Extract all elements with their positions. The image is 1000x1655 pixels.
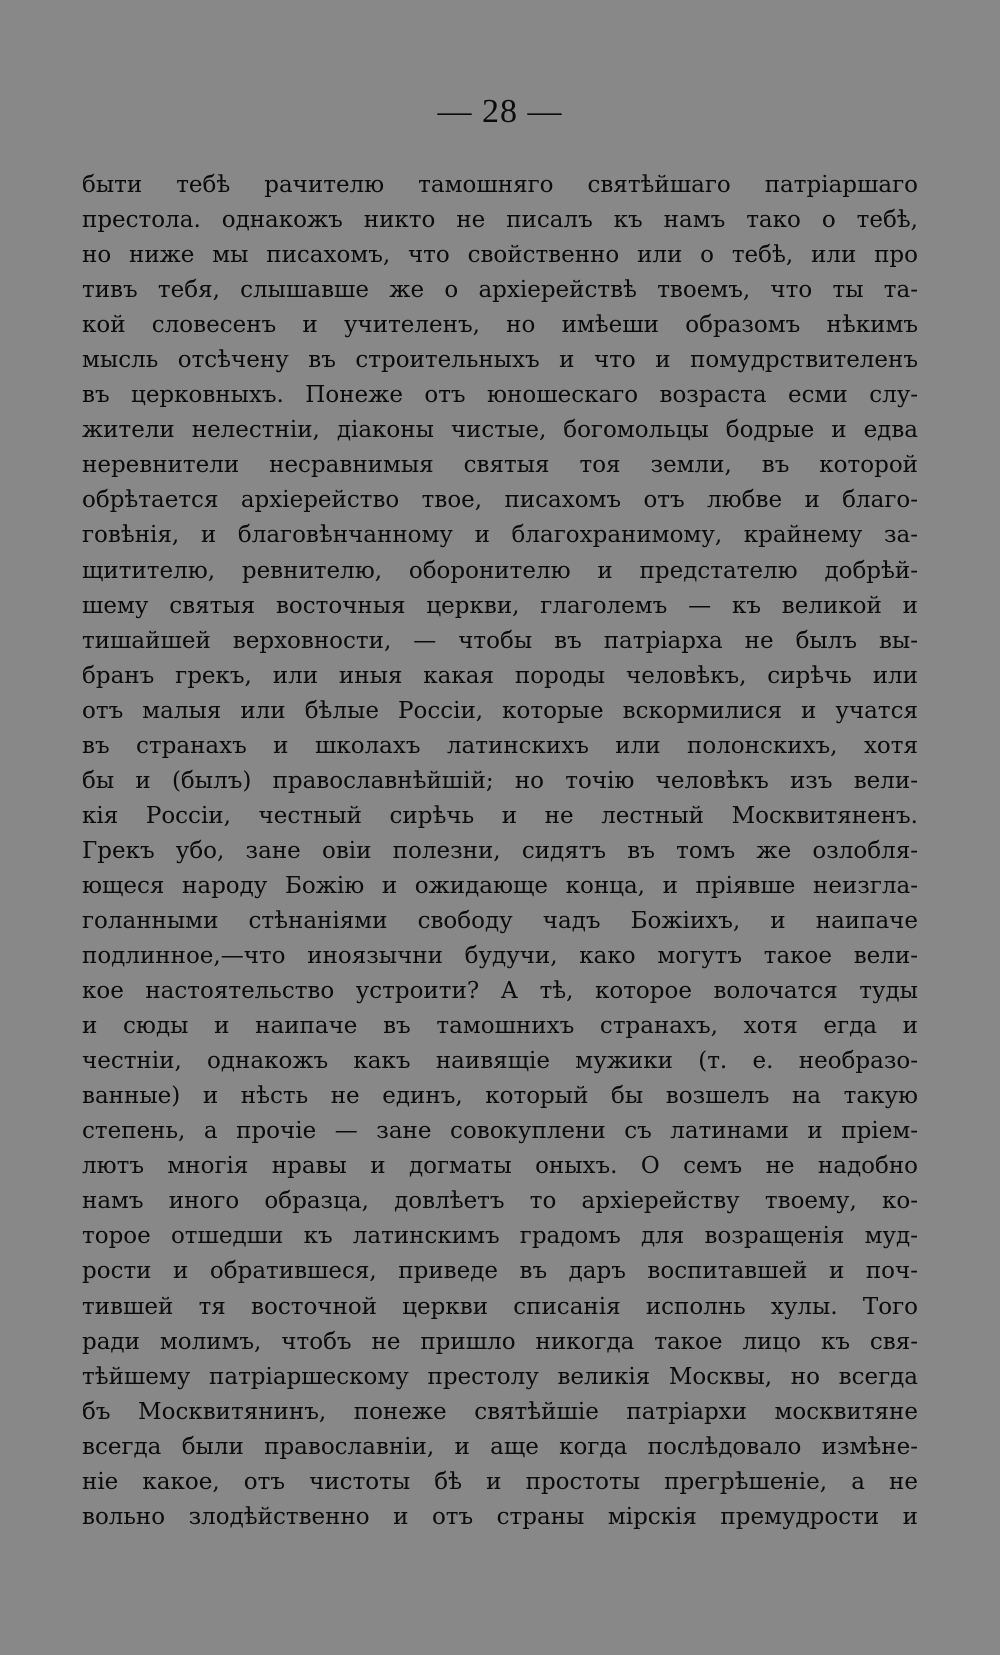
text-line: въ церковныхъ. Понеже отъ юношескаго возраста есми слу- (82, 382, 918, 409)
text-line: быти тебѣ рачителю тамошняго святѣйшаго патріаршаго (82, 172, 918, 198)
text-line: честніи, однакожъ какъ наивящіе мужики (т. е. необразо- (82, 1048, 918, 1075)
body-text (82, 168, 918, 1535)
text-line: Грекъ убо, зане овіи полезни, сидятъ въ томъ же озлобля- (82, 837, 918, 864)
text-line: неревнители несравнимыя святыя тоя земли, въ которой (82, 452, 918, 479)
text-line: ради молимъ, чтобъ не пришло никогда такое лицо къ свя- (82, 1328, 918, 1355)
text-line: и сюды и наипаче въ тамошнихъ странахъ, хотя егда и (82, 1013, 918, 1040)
text-line: торое отшедши къ латинскимъ градомъ для возращенія муд- (82, 1223, 918, 1250)
text-line: тѣйшему патріаршескому престолу великія Москвы, но всегда (82, 1363, 918, 1390)
text-line: бранъ грекъ, или иныя какая породы человѣкъ, сирѣчь или (82, 662, 918, 689)
text-line: голанными стѣнаніями свободу чадъ Божіихъ, и наипаче (82, 907, 918, 934)
text-line: жители нелестніи, діаконы чистые, богомольцы бодрые и едва (82, 417, 918, 444)
text-line: говѣнія, и благовѣнчанному и благохранимому, крайнему за- (82, 522, 918, 549)
text-line: всегда были православніи, и аще когда послѣдовало измѣне- (82, 1433, 918, 1460)
text-line: бы и (былъ) православнѣйшій; но точію человѣкъ изъ вели- (82, 767, 918, 794)
text-line: щитителю, ревнителю, оборонителю и предстателю добрѣй- (82, 557, 918, 584)
text-line: тившей тя восточной церкви списанія исполнь хулы. Того (82, 1293, 918, 1320)
text-line: ванные) и нѣсть не единъ, который бы возшелъ на такую (82, 1083, 918, 1110)
text-line: шему святыя восточныя церкви, глаголемъ — къ великой и (82, 592, 918, 619)
text-line: кое настоятельство устроити? А тѣ, которое волочатся туды (82, 978, 918, 1005)
text-line: обрѣтается архіерейство твое, писахомъ отъ любве и благо- (82, 487, 918, 514)
page-number: — 28 — (437, 93, 563, 130)
text-line: степень, а прочіе — зане совокуплени съ латинами и пріем- (82, 1118, 918, 1145)
text-line: престола. однакожъ никто не писалъ къ намъ тако о тебѣ, (82, 207, 918, 234)
text-line: кія Россіи, честный сирѣчь и не лестный Москвитяненъ. (82, 802, 918, 829)
text-line: вольно злодѣйственно и отъ страны мірскія премудрости и (82, 1503, 918, 1530)
text-line: подлинное,—что иноязычни будучи, како могутъ такое вели- (82, 943, 918, 970)
text-line: рости и обратившеся, приведе въ даръ воспитавшей и поч- (82, 1258, 918, 1285)
text-line: бъ Москвитянинъ, понеже святѣйшіе патріархи москвитяне (82, 1398, 918, 1425)
text-line: въ странахъ и школахъ латинскихъ или полонскихъ, хотя (82, 732, 918, 759)
text-line: мысль отсѣчену въ строительныхъ и что и помудрствителенъ (82, 347, 918, 374)
text-line: отъ малыя или бѣлые Россіи, которые вскормилися и учатся (82, 697, 918, 724)
text-line: тишайшей верховности, — чтобы въ патріарха не былъ вы- (82, 627, 918, 654)
text-line: тивъ тебя, слышавше же о архіерействѣ твоемъ, что ты та- (82, 277, 918, 304)
text-line: ніе какое, отъ чистоты бѣ и простоты прегрѣшеніе, а не (82, 1468, 918, 1495)
text-line: намъ иного образца, довлѣетъ то архіерейству твоему, ко- (82, 1188, 918, 1215)
text-line: кой словесенъ и учителенъ, но имѣеши образомъ нѣкимъ (82, 312, 918, 339)
text-line: ющеся народу Божію и ожидающе конца, и пріявше неизгла- (82, 872, 918, 899)
text-line: но ниже мы писахомъ, что свойственно или о тебѣ, или про (82, 242, 918, 269)
text-line: лютъ многія нравы и догматы оныхъ. О семъ не надобно (82, 1153, 918, 1180)
